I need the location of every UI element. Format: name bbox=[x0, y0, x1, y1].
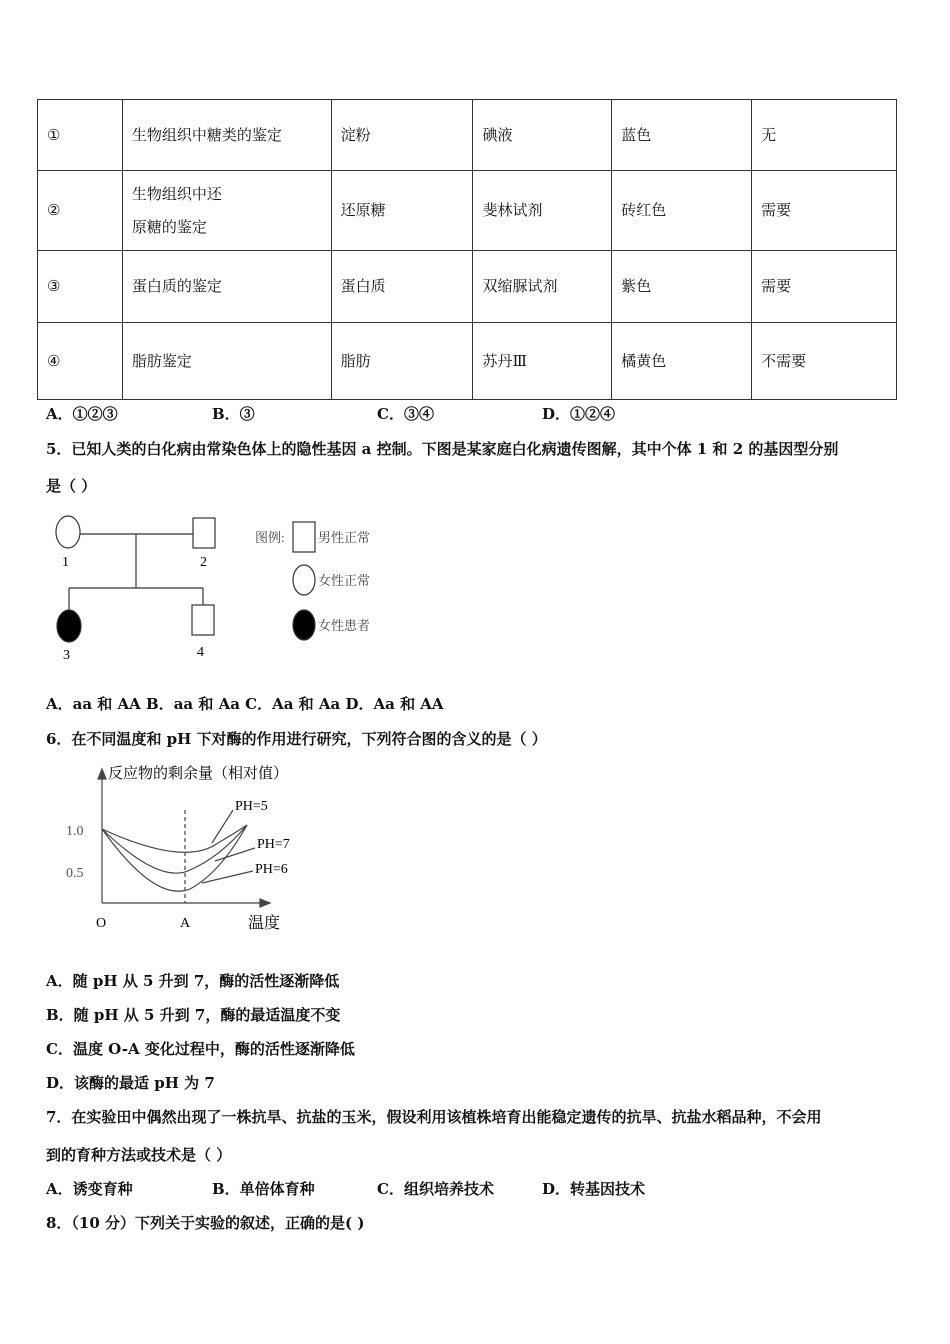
label-2: 2 bbox=[200, 555, 207, 570]
table-cell: ① bbox=[38, 100, 123, 171]
table-cell: 不需要 bbox=[752, 323, 897, 400]
table-row bbox=[38, 251, 897, 323]
table-cell: 苏丹Ⅲ bbox=[473, 323, 612, 400]
table-row bbox=[38, 100, 897, 171]
series-label-ph6: PH=6 bbox=[255, 862, 288, 877]
table-cell: ③ bbox=[38, 251, 123, 323]
table-row bbox=[38, 171, 897, 251]
q6-option-d: D．该酶的最适 pH 为 7 bbox=[46, 1074, 215, 1092]
curve-ph7 bbox=[102, 825, 247, 873]
table-cell: 需要 bbox=[752, 251, 897, 323]
q4-option-a: A．①②③ bbox=[46, 405, 118, 423]
q6-option-c: C．温度 O-A 变化过程中，酶的活性逐渐降低 bbox=[46, 1040, 355, 1058]
enzyme-chart bbox=[40, 755, 320, 935]
table-cell: 蛋白质 bbox=[331, 251, 473, 323]
table-row bbox=[38, 323, 897, 400]
label-3: 3 bbox=[63, 648, 70, 663]
series-label-ph5: PH=5 bbox=[235, 799, 268, 814]
q5-options: A．aa 和 AA B．aa 和 Aa C．Aa 和 Aa D．Aa 和 AA bbox=[46, 695, 444, 713]
legend-male-normal: 男性正常 bbox=[318, 530, 371, 545]
pedigree-diagram bbox=[40, 500, 380, 670]
q4-option-d: D．①②④ bbox=[542, 405, 616, 423]
male-normal-2 bbox=[193, 518, 215, 548]
table-cell: 生物组织中还 原糖的鉴定 bbox=[122, 171, 331, 251]
table-cell: 碘液 bbox=[473, 100, 612, 171]
legend-title: 图例: bbox=[255, 530, 285, 545]
table-cell: 砖红色 bbox=[612, 171, 752, 251]
q5-stem: 5．已知人类的白化病由常染色体上的隐性基因 a 控制。下图是某家庭白化病遗传图解，其中个体 1 和 2 的基因型分别 bbox=[46, 440, 839, 458]
female-normal-1 bbox=[56, 516, 80, 548]
table-cell: 脂肪 bbox=[331, 323, 473, 400]
table-cell: 需要 bbox=[752, 171, 897, 251]
ytick-1.0: 1.0 bbox=[66, 824, 84, 839]
experiment-table bbox=[37, 99, 897, 400]
x-axis-label: 温度 bbox=[248, 915, 281, 932]
series-label-ph7: PH=7 bbox=[257, 837, 290, 852]
origin-label: O bbox=[96, 916, 107, 931]
q4-option-b: B．③ bbox=[212, 405, 255, 423]
ytick-0.5: 0.5 bbox=[66, 866, 84, 881]
q4-option-c: C．③④ bbox=[377, 405, 434, 423]
xtick-a: A bbox=[180, 916, 191, 931]
table-cell: ④ bbox=[38, 323, 123, 400]
q6-stem: 6．在不同温度和 pH 下对酶的作用进行研究，下列符合图的含义的是（ ） bbox=[46, 730, 547, 748]
q7-option-c: C．组织培养技术 bbox=[377, 1180, 494, 1198]
table-cell: 生物组织中糖类的鉴定 bbox=[122, 100, 331, 171]
table-cell: 无 bbox=[752, 100, 897, 171]
table-cell: 紫色 bbox=[612, 251, 752, 323]
female-affected-3 bbox=[57, 610, 81, 642]
q7-stem: 7．在实验田中偶然出现了一株抗旱、抗盐的玉米，假设利用该植株培育出能稳定遗传的抗旱、抗盐水稻品种，不会用 bbox=[46, 1108, 822, 1126]
table-cell: 脂肪鉴定 bbox=[122, 323, 331, 400]
q7-stem-cont: 到的育种方法或技术是（ ） bbox=[46, 1146, 232, 1164]
table-cell: 橘黄色 bbox=[612, 323, 752, 400]
q5-stem-cont: 是（ ） bbox=[46, 477, 97, 495]
label-4: 4 bbox=[197, 645, 204, 660]
table-cell: 双缩脲试剂 bbox=[473, 251, 612, 323]
table-cell: 斐林试剂 bbox=[473, 171, 612, 251]
table-cell: ② bbox=[38, 171, 123, 251]
q8-stem: 8．（10 分）下列关于实验的叙述，正确的是( ) bbox=[46, 1214, 365, 1232]
table-cell: 还原糖 bbox=[331, 171, 473, 251]
label-1: 1 bbox=[62, 555, 69, 570]
legend-female-normal: 女性正常 bbox=[318, 573, 371, 588]
table-cell: 淀粉 bbox=[331, 100, 473, 171]
q7-option-b: B．单倍体育种 bbox=[212, 1180, 315, 1198]
legend-female-affected: 女性患者 bbox=[318, 618, 371, 633]
q6-option-b: B．随 pH 从 5 升到 7，酶的最适温度不变 bbox=[46, 1006, 341, 1024]
q7-option-a: A．诱变育种 bbox=[46, 1180, 133, 1198]
male-normal-4 bbox=[192, 605, 214, 635]
table-cell: 蓝色 bbox=[612, 100, 752, 171]
q7-option-d: D．转基因技术 bbox=[542, 1180, 646, 1198]
y-axis-label: 反应物的剩余量（相对值） bbox=[108, 766, 289, 782]
q6-option-a: A．随 pH 从 5 升到 7，酶的活性逐渐降低 bbox=[46, 972, 340, 990]
table-cell: 蛋白质的鉴定 bbox=[122, 251, 331, 323]
